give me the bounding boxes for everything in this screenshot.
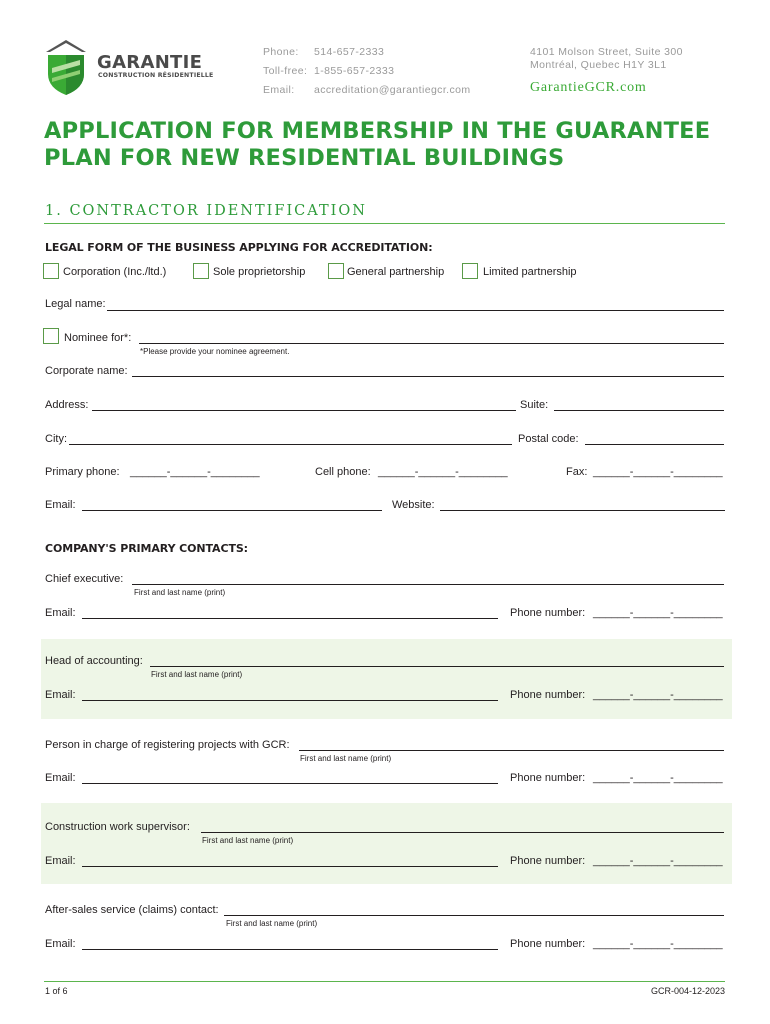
address-line-1: 4101 Molson Street, Suite 300 [530, 46, 683, 58]
postal-code-label: Postal code: [518, 433, 579, 445]
postal-code-field[interactable] [585, 444, 724, 445]
title-line-1: APPLICATION FOR MEMBERSHIP IN THE GUARANTEE [44, 118, 711, 144]
address-line-2: Montréal, Quebec H1Y 3L1 [530, 59, 667, 71]
contact-phone-label: Phone number: [510, 855, 586, 867]
legal-name-field[interactable] [107, 310, 724, 311]
nominee-label: Nominee for*: [64, 332, 132, 344]
suite-field[interactable] [554, 410, 724, 411]
phone-value: 514-657-2333 [314, 46, 385, 58]
name-hint: First and last name (print) [202, 836, 294, 845]
section-title: 1. CONTRACTOR IDENTIFICATION [45, 203, 367, 219]
supervisor-name-field[interactable] [201, 832, 724, 833]
phone-label: Phone: [263, 46, 299, 58]
website-link[interactable]: GarantieGCR.com [530, 80, 647, 95]
accounting-name-field[interactable] [150, 666, 724, 667]
contacts-heading: COMPANY'S PRIMARY CONTACTS: [45, 542, 248, 555]
contact-role-head-of-accounting: Head of accounting: [45, 655, 143, 667]
corporate-name-field[interactable] [132, 376, 724, 377]
cell-phone-field[interactable]: ______-______-________ [378, 466, 508, 478]
contact-phone-label: Phone number: [510, 689, 586, 701]
checkbox-sole-proprietorship[interactable] [193, 263, 209, 279]
legal-name-label: Legal name: [45, 298, 106, 310]
contact-phone-label: Phone number: [510, 772, 586, 784]
legal-form-heading: LEGAL FORM OF THE BUSINESS APPLYING FOR ACCREDITATION: [45, 241, 433, 254]
brand-name: GARANTIE [97, 52, 203, 73]
name-hint: First and last name (print) [300, 754, 392, 763]
email-label: Email: [263, 84, 295, 96]
contact-email-label: Email: [45, 689, 76, 701]
after-sales-name-field[interactable] [224, 915, 724, 916]
website-field[interactable] [440, 510, 725, 511]
accounting-email-field[interactable] [82, 700, 498, 701]
registration-phone-field[interactable]: ______-______-________ [593, 772, 723, 784]
primary-phone-field[interactable]: ______-______-________ [130, 466, 260, 478]
contact-phone-label: Phone number: [510, 607, 586, 619]
after-sales-phone-field[interactable]: ______-______-________ [593, 938, 723, 950]
email-field[interactable] [82, 510, 382, 511]
registration-name-field[interactable] [299, 750, 724, 751]
title-line-2: PLAN FOR NEW RESIDENTIAL BUILDINGS [44, 145, 565, 171]
footer-divider [44, 981, 725, 982]
contact-email-label: Email: [45, 855, 76, 867]
email-link[interactable]: accreditation@garantiegcr.com [314, 84, 471, 96]
brand-subtitle: CONSTRUCTION RÉSIDENTIELLE [98, 72, 214, 79]
city-field[interactable] [69, 444, 512, 445]
after-sales-email-field[interactable] [82, 949, 498, 950]
fax-label: Fax: [566, 466, 588, 478]
contact-email-label: Email: [45, 607, 76, 619]
chief-executive-phone-field[interactable]: ______-______-________ [593, 607, 723, 619]
checkbox-nominee[interactable] [43, 328, 59, 344]
name-hint: First and last name (print) [134, 588, 226, 597]
supervisor-phone-field[interactable]: ______-______-________ [593, 855, 723, 867]
option-corporation: Corporation (Inc./ltd.) [63, 266, 167, 278]
contact-role-construction-supervisor: Construction work supervisor: [45, 821, 190, 833]
contact-email-label: Email: [45, 938, 76, 950]
address-label: Address: [45, 399, 89, 411]
address-field[interactable] [92, 410, 516, 411]
contact-band [41, 639, 732, 719]
option-general-partnership: General partnership [347, 266, 445, 278]
page-title [44, 118, 744, 172]
contact-phone-label: Phone number: [510, 938, 586, 950]
contact-role-project-registration: Person in charge of registering projects with GCR: [45, 739, 290, 751]
form-code: GCR-004-12-2023 [650, 986, 725, 996]
garantie-logo-icon [44, 38, 90, 96]
website-label: Website: [392, 499, 435, 511]
city-label: City: [45, 433, 67, 445]
fax-field[interactable]: ______-______-________ [593, 466, 723, 478]
option-sole-proprietorship: Sole proprietorship [213, 266, 306, 278]
section-divider [44, 223, 725, 224]
contact-band [41, 803, 732, 884]
contact-role-chief-executive: Chief executive: [45, 573, 124, 585]
chief-executive-email-field[interactable] [82, 618, 498, 619]
contact-role-after-sales: After-sales service (claims) contact: [45, 904, 219, 916]
email-label-main: Email: [45, 499, 76, 511]
tollfree-value: 1-855-657-2333 [314, 65, 395, 77]
checkbox-general-partnership[interactable] [328, 263, 344, 279]
suite-label: Suite: [520, 399, 549, 411]
name-hint: First and last name (print) [151, 670, 243, 679]
page-number: 1 of 6 [45, 986, 68, 996]
contact-email-label: Email: [45, 772, 76, 784]
checkbox-corporation[interactable] [43, 263, 59, 279]
checkbox-limited-partnership[interactable] [462, 263, 478, 279]
primary-phone-label: Primary phone: [45, 466, 120, 478]
chief-executive-name-field[interactable] [132, 584, 724, 585]
accounting-phone-field[interactable]: ______-______-________ [593, 689, 723, 701]
cell-phone-label: Cell phone: [315, 466, 371, 478]
nominee-field[interactable] [139, 343, 724, 344]
nominee-note: *Please provide your nominee agreement. [140, 347, 290, 356]
name-hint: First and last name (print) [226, 919, 318, 928]
tollfree-label: Toll-free: [263, 65, 308, 77]
supervisor-email-field[interactable] [82, 866, 498, 867]
option-limited-partnership: Limited partnership [483, 266, 577, 278]
registration-email-field[interactable] [82, 783, 498, 784]
corporate-name-label: Corporate name: [45, 365, 128, 377]
